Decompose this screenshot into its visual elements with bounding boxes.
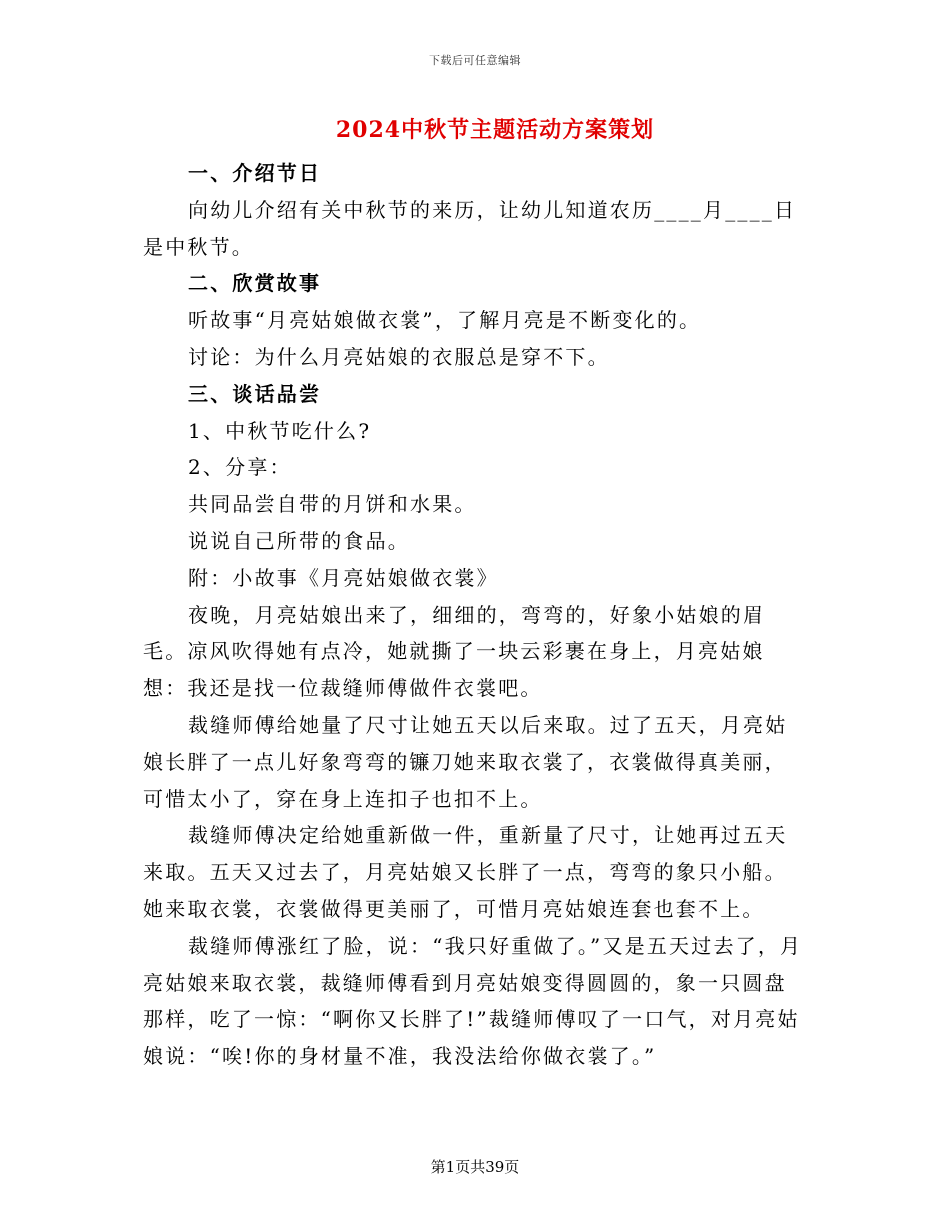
paragraph: 听故事“月亮姑娘做衣裳”，了解月亮是不断变化的。 — [188, 308, 702, 333]
header-note: 下载后可任意编辑 — [429, 54, 521, 67]
document-body — [143, 155, 803, 1075]
story-paragraph: 裁缝师傅给她量了尺寸让她五天以后来取。过了五天，月亮姑娘长胖了一点儿好象弯弯的镰刀她来取衣裳了，衣裳做得真美丽，可惜太小了，穿在身上连扣子也扣不上。 — [143, 712, 788, 811]
list-item: 2、分享： — [188, 455, 292, 480]
page-footer: 第1页共39页 — [430, 1158, 520, 1176]
section-heading-1: 一、介绍节日 — [188, 161, 322, 185]
document-title: 2024中秋节主题活动方案策划 — [335, 117, 655, 143]
paragraph: 讨论：为什么月亮姑娘的衣服总是穿不下。 — [188, 344, 610, 369]
section-heading-3: 三、谈话品尝 — [188, 381, 322, 406]
paragraph: 说说自己所带的食品。 — [188, 528, 410, 553]
story-paragraph: 裁缝师傅涨红了脸，说：“我只好重做了。”又是五天过去了，月亮姑娘来取衣裳，裁缝师傅看到月亮姑娘变得圆圆的，象一只圆盘那样，吃了一惊：“啊你又长胖了!”裁缝师傅叹了一口气，对月亮姑娘说：“唉!你的身材量不准，我没法给你做衣裳了。” — [143, 933, 803, 1069]
story-paragraph: 裁缝师傅决定给她重新做一件，重新量了尺寸，让她再过五天来取。五天又过去了，月亮姑娘又长胖了一点，弯弯的象只小船。她来取衣裳，衣裳做得更美丽了，可惜月亮姑娘连套也套不上。 — [143, 823, 788, 921]
paragraph: 向幼儿介绍有关中秋节的来历，让幼儿知道农历____月____日是中秋节。 — [143, 197, 797, 259]
story-paragraph: 夜晚，月亮姑娘出来了，细细的，弯弯的，好象小姑娘的眉毛。凉风吹得她有点冷，她就撕了一块云彩裹在身上，月亮姑娘想：我还是找一位裁缝师傅做件衣裳吧。 — [143, 602, 766, 701]
section-heading-2: 二、欣赏故事 — [188, 271, 322, 296]
appendix-line: 附：小故事《月亮姑娘做衣裳》 — [188, 565, 499, 590]
list-item: 1、中秋节吃什么? — [188, 418, 372, 443]
paragraph: 共同品尝自带的月饼和水果。 — [188, 492, 477, 517]
